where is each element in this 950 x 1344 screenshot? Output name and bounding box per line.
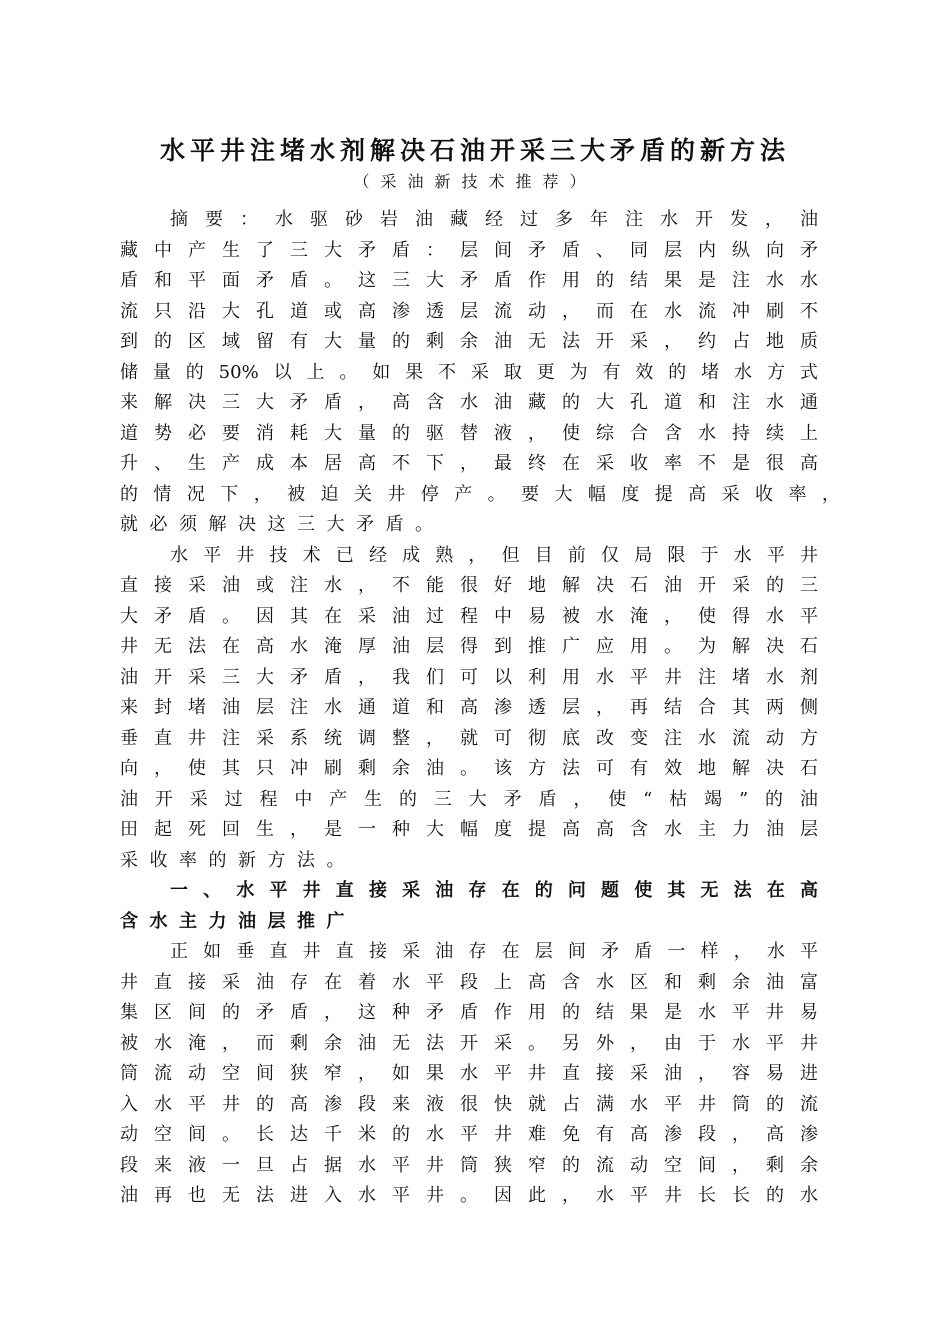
body-paragraph bbox=[120, 541, 818, 877]
text-line: 升 、 生 产 成 本 居 高 不 下 ， 最 终 在 采 收 率 不 是 很 高 bbox=[120, 453, 818, 474]
text-line: 油 开 采 三 大 矛 盾 ， 我 们 可 以 利 用 水 平 井 注 堵 水 剂 bbox=[120, 666, 818, 688]
text-line: 入 水 平 井 的 高 渗 段 来 液 很 快 就 占 满 水 平 井 筒 的 流 bbox=[120, 1093, 818, 1115]
text-line: 直 接 采 油 或 注 水 ， 不 能 很 好 地 解 决 石 油 开 采 的 三 bbox=[120, 575, 818, 596]
text-line: 的 情 况 下 ， 被 迫 关 井 停 产 。 要 大 幅 度 提 高 采 收 率 ， bbox=[120, 483, 840, 505]
document-body bbox=[120, 205, 840, 1212]
text-line: 含 水 主 力 油 层 推 广 bbox=[120, 910, 356, 932]
section-heading bbox=[120, 876, 818, 937]
text-line: 井 直 接 采 油 存 在 着 水 平 段 上 高 含 水 区 和 剩 余 油 富 bbox=[120, 971, 818, 993]
document-title: 水平井注堵水剂解决石油开采三大矛盾的新方法 bbox=[159, 136, 790, 165]
text-line: 来 封 堵 油 层 注 水 通 道 和 高 渗 透 层 ， 再 结 合 其 两 侧 bbox=[120, 697, 818, 718]
body-paragraph bbox=[120, 937, 818, 1212]
text-line: 道 势 必 要 消 耗 大 量 的 驱 替 液 ， 使 综 合 含 水 持 续 上 bbox=[120, 422, 818, 444]
text-line: 摘 要 ： 水 驱 砂 岩 油 藏 经 过 多 年 注 水 开 发 ， 油 bbox=[170, 209, 818, 230]
text-line: 油 开 采 过 程 中 产 生 的 三 大 矛 盾 ， 使 “ 枯 竭 ” 的 油 bbox=[120, 788, 818, 810]
text-line: 藏 中 产 生 了 三 大 矛 盾 ： 层 间 矛 盾 、 同 层 内 纵 向 矛 bbox=[120, 239, 818, 261]
text-line: 到 的 区 域 留 有 大 量 的 剩 余 油 无 法 开 采 ， 约 占 地 质 bbox=[120, 331, 818, 352]
text-line: 油 再 也 无 法 进 入 水 平 井 。 因 此 ， 水 平 井 长 长 的 水 bbox=[120, 1185, 818, 1206]
text-line: 田 起 死 回 生 ， 是 一 种 大 幅 度 提 高 高 含 水 主 力 油 层 bbox=[120, 819, 818, 840]
text-line: 水 平 井 技 术 已 经 成 熟 ， 但 目 前 仅 局 限 于 水 平 井 bbox=[170, 544, 818, 566]
text-line: 动 空 间 。 长 达 千 米 的 水 平 井 难 免 有 高 渗 段 ， 高 渗 bbox=[120, 1124, 818, 1145]
text-line: 就 必 须 解 决 这 三 大 矛 盾 。 bbox=[120, 514, 445, 535]
body-paragraph bbox=[120, 205, 840, 541]
text-line: 垂 直 井 注 采 系 统 调 整 ， 就 可 彻 底 改 变 注 水 流 动 方 bbox=[120, 727, 818, 749]
text-line: 来 解 决 三 大 矛 盾 ， 高 含 水 油 藏 的 大 孔 道 和 注 水 通 bbox=[120, 392, 818, 413]
text-line: 被 水 淹 ， 而 剩 余 油 无 法 开 采 。 另 外 ， 由 于 水 平 井 bbox=[120, 1032, 818, 1054]
text-line: 集 区 间 的 矛 盾 ， 这 种 矛 盾 作 用 的 结 果 是 水 平 井 易 bbox=[120, 1002, 818, 1023]
document-subtitle: （采油新技术推荐） bbox=[353, 172, 597, 191]
text-line: 大 矛 盾 。 因 其 在 采 油 过 程 中 易 被 水 淹 ， 使 得 水 平 bbox=[120, 605, 818, 627]
text-line: 段 来 液 一 旦 占 据 水 平 井 筒 狭 窄 的 流 动 空 间 ， 剩 余 bbox=[120, 1154, 818, 1176]
text-line: 正 如 垂 直 井 直 接 采 油 存 在 层 间 矛 盾 一 样 ， 水 平 bbox=[170, 941, 818, 962]
text-line: 盾 和 平 面 矛 盾 。 这 三 大 矛 盾 作 用 的 结 果 是 注 水 水 bbox=[120, 270, 818, 291]
text-line: 井 无 法 在 高 水 淹 厚 油 层 得 到 推 广 应 用 。 为 解 决 石 bbox=[120, 636, 818, 657]
text-line: 筒 流 动 空 间 狭 窄 ， 如 果 水 平 井 直 接 采 油 ， 容 易 进 bbox=[120, 1063, 818, 1084]
text-line: 采 收 率 的 新 方 法 。 bbox=[120, 849, 356, 871]
text-line: 向 ， 使 其 只 冲 刷 剩 余 油 。 该 方 法 可 有 效 地 解 决 石 bbox=[120, 758, 818, 779]
text-line: 一 、 水 平 井 直 接 采 油 存 在 的 问 题 使 其 无 法 在 高 bbox=[170, 880, 818, 901]
text-line: 流 只 沿 大 孔 道 或 高 渗 透 层 流 动 ， 而 在 水 流 冲 刷 不 bbox=[120, 300, 818, 322]
text-line: 储 量 的 50% 以 上 。 如 果 不 采 取 更 为 有 效 的 堵 水 方 式 bbox=[120, 361, 818, 383]
